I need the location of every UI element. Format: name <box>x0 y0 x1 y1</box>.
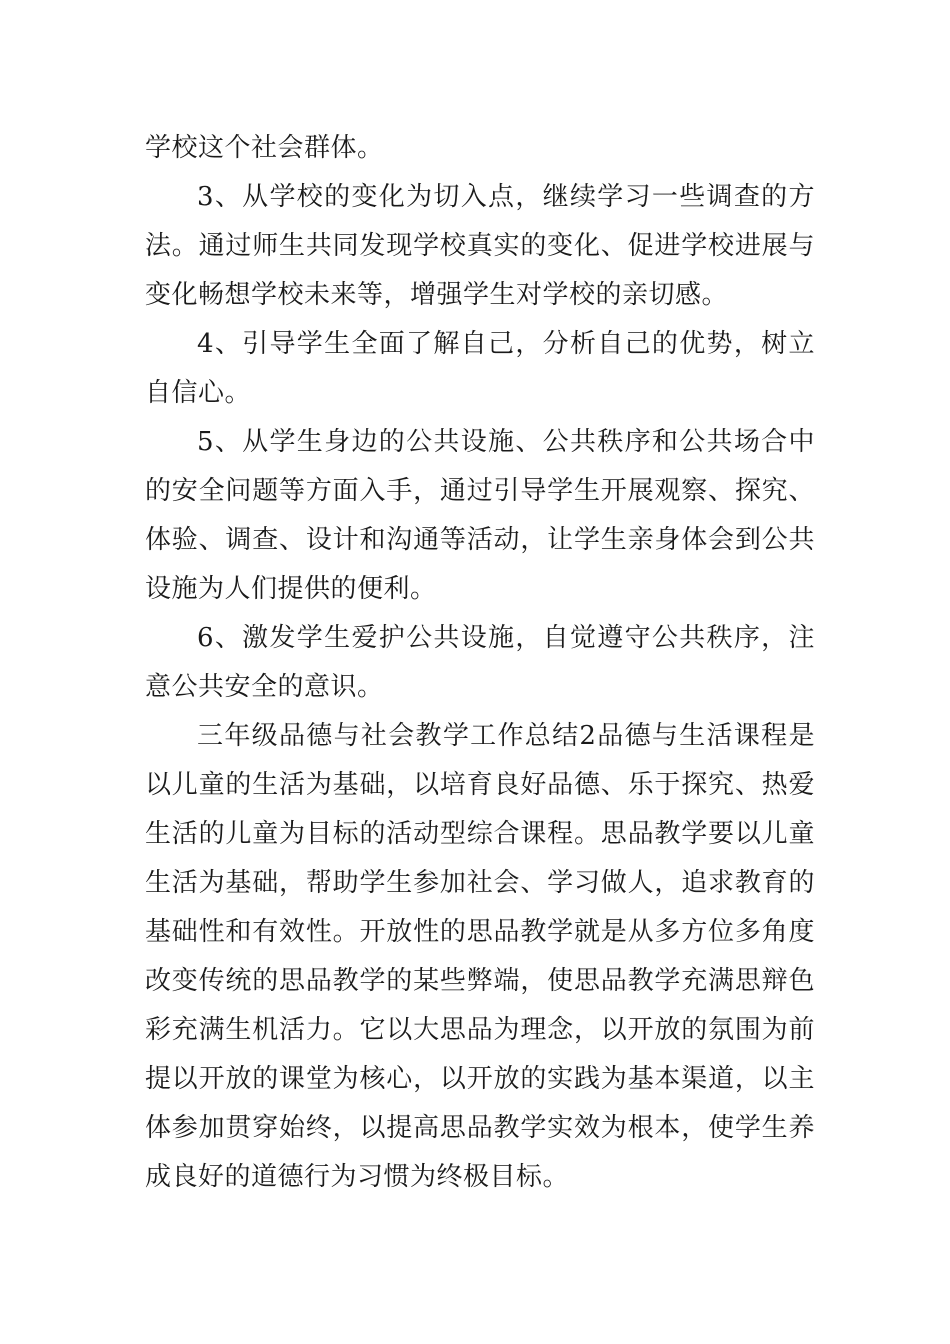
paragraph-continuation: 学校这个社会群体。 <box>145 133 384 163</box>
paragraph-summary-2: 三年级品德与社会教学工作总结2品德与生活课程是以儿童的生活为基础，以培育良好品德、乐于探究、热爱生活的儿童为目标的活动型综合课程。思品教学要以儿童生活为基础，帮助学生参加社会、学习做人，追求教育的基础性和有效性。开放性的思品教学就是从多方位多角度改变传统的思品教学的某些弊端，使思品教学充满思辩色彩充满生机活力。它以大思品为理念，以开放的氛围为前提以开放的课堂为核心，以开放的实践为基本渠道，以主体参加贯穿始终，以提高思品教学实效为根本，使学生养成良好的道德行为习惯为终极目标。 <box>145 721 815 1192</box>
document-body <box>145 124 815 1202</box>
paragraph-item-3: 3、从学校的变化为切入点，继续学习一些调查的方法。通过师生共同发现学校真实的变化、促进学校进展与变化畅想学校未来等，增强学生对学校的亲切感。 <box>145 182 815 310</box>
paragraph-item-5: 5、从学生身边的公共设施、公共秩序和公共场合中的安全问题等方面入手，通过引导学生开展观察、探究、体验、调查、设计和沟通等活动，让学生亲身体会到公共设施为人们提供的便利。 <box>145 427 815 604</box>
paragraph-item-6: 6、激发学生爱护公共设施，自觉遵守公共秩序，注意公共安全的意识。 <box>145 623 815 702</box>
paragraph-item-4: 4、引导学生全面了解自己，分析自己的优势，树立自信心。 <box>145 329 815 408</box>
